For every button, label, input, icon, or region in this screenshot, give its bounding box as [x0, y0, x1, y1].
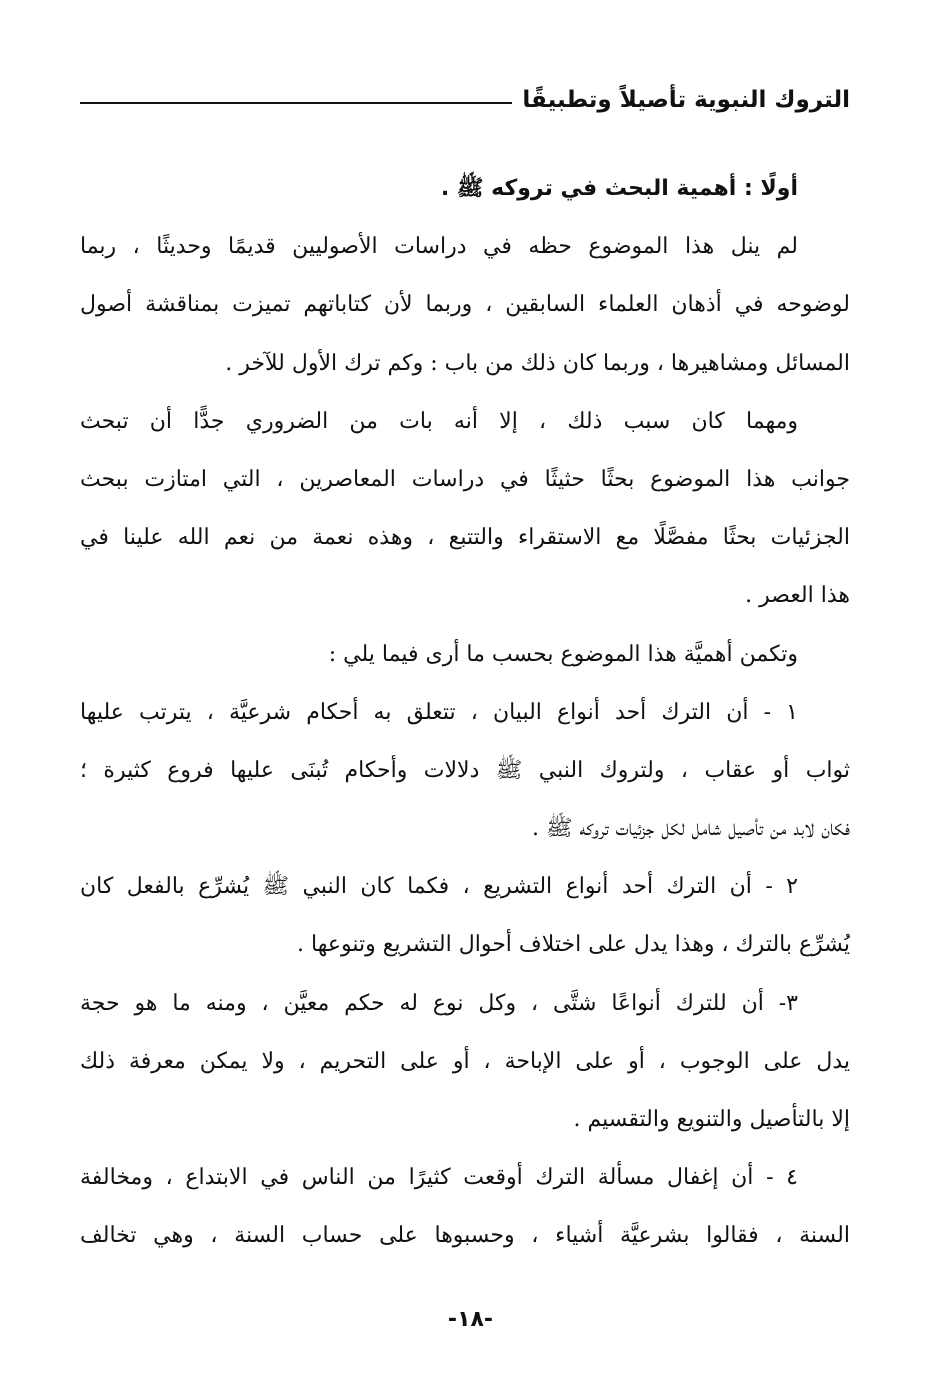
list-item-line: فكان لابد من تأصيل شامل لكل جزئيات تروكه ﷺ . — [531, 816, 850, 842]
paragraph-line: جوانب هذا الموضوع بحثًا حثيثًا في دراسات المعاصرين ، التي امتازت ببحث — [80, 466, 850, 492]
running-header — [80, 80, 850, 126]
paragraph-line: وتكمن أهميَّة هذا الموضوع بحسب ما أرى فيما يلي : — [328, 641, 798, 667]
paragraph-line: الجزئيات بحثًا مفصَّلًا مع الاستقراء والتتبع ، وهذه نعمة من نعم الله علينا في — [80, 525, 850, 551]
paragraph-line: هذا العصر . — [745, 583, 850, 609]
list-item-line: إلا بالتأصيل والتنويع والتقسيم . — [573, 1107, 850, 1132]
list-item-line: ١ - أن الترك أحد أنواع البيان ، تتعلق به أحكام شرعيَّة ، يترتب عليها — [80, 699, 798, 725]
list-item-line: ٤ - أن إغفال مسألة الترك أوقعت كثيرًا من الناس في الابتداع ، ومخالفة — [80, 1165, 798, 1191]
page-number: -١٨- — [447, 1307, 494, 1332]
list-item-line: يُشرِّع بالترك ، وهذا يدل على اختلاف أحوال التشريع وتنوعها . — [297, 932, 850, 958]
paragraph-line: المسائل ومشاهيرها ، وربما كان ذلك من باب : وكم ترك الأول للآخر . — [225, 350, 850, 376]
paragraph-line: ومهما كان سبب ذلك ، إلا أنه بات من الضروري جدًّا أن تبحث — [80, 408, 798, 434]
list-item-line: ثواب أو عقاب ، ولتروك النبي ﷺ دلالات وأحكام تُبنَى عليها فروع كثيرة ؛ — [80, 757, 850, 783]
list-item-line: ٢ - أن الترك أحد أنواع التشريع ، فكما كان النبي ﷺ يُشرِّع بالفعل كان — [80, 874, 798, 900]
paragraph-line: لم ينل هذا الموضوع حظه في دراسات الأصوليين قديمًا وحديثًا ، ربما — [80, 234, 798, 260]
page-body — [80, 160, 850, 1266]
list-item-line: السنة ، فقالوا بشرعيَّة أشياء ، وحسبوها على حساب السنة ، وهي تخالف — [80, 1223, 850, 1249]
header-title: التروك النبوية تأصيلاً وتطبيقًا — [512, 80, 850, 120]
paragraph-line: لوضوحه في أذهان العلماء السابقين ، وربما لأن كتاباتهم تميزت بمناقشة أصول — [80, 292, 850, 318]
list-item-line: يدل على الوجوب ، أو على الإباحة ، أو على التحريم ، ولا يمكن معرفة ذلك — [80, 1048, 850, 1074]
list-item-line: ٣- أن للترك أنواعًا شتَّى ، وكل نوع له حكم معيَّن ، ومنه ما هو حجة — [80, 990, 798, 1016]
section-heading: أولًا : أهمية البحث في تروكه ﷺ . — [440, 176, 798, 201]
